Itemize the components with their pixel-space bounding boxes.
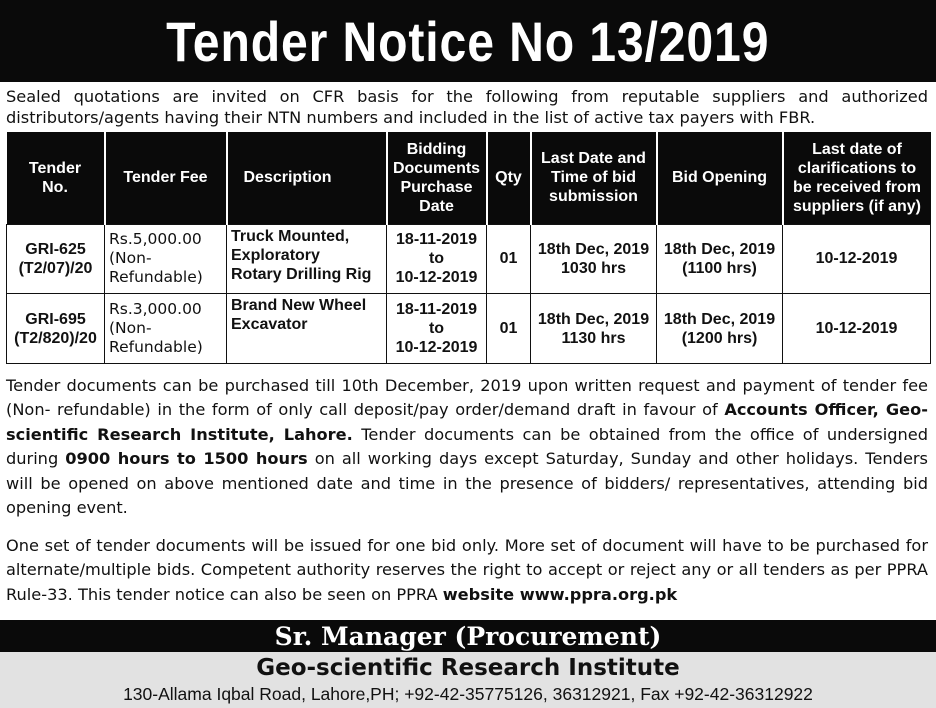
institute-name: Geo-scientific Research Institute [256, 655, 680, 681]
cell-qty: 01 [487, 224, 531, 294]
cell-tender-no: GRI-625 (T2/07)/20 [7, 224, 105, 294]
intro-paragraph: Sealed quotations are invited on CFR basis for the following from reputable suppliers and authorized distributors/agents having their NTN numbers and included in the list of active tax payers with FBR. [6, 87, 928, 127]
table-header-row [7, 132, 931, 224]
header-bidding-docs: Bidding Documents Purchase Date [387, 132, 487, 224]
cell-clarification: 10-12-2019 [783, 294, 931, 364]
accounts-officer: Accounts Officer, Geo-scientific Research Institute, Lahore. [6, 400, 929, 444]
cell-bid-opening: 18th Dec, 2019 (1200 hrs) [657, 294, 783, 364]
cell-last-date: 18th Dec, 2019 1030 hrs [531, 224, 657, 294]
cell-description: Brand New Wheel Excavator [227, 294, 387, 364]
header-description: Description [227, 132, 387, 224]
cell-qty: 01 [487, 294, 531, 364]
cell-last-date: 18th Dec, 2019 1130 hrs [531, 294, 657, 364]
cell-fee: Rs.5,000.00 (Non- Refundable) [105, 224, 227, 294]
header-tender-fee: Tender Fee [105, 132, 227, 224]
cell-description: Truck Mounted, Exploratory Rotary Drilling Rig [227, 224, 387, 294]
table-row [7, 294, 931, 364]
table-row [7, 224, 931, 294]
signatory-banner [0, 620, 936, 652]
purchase-instructions: Tender documents can be purchased till 10th December, 2019 upon written request and payment of tender fee (Non- refundable) in the form of only call deposit/pay order/demand draft in favour of Accounts Officer, Geo-scientific Research Institute, Lahore. Tender documents can be obtained from the office of undersigned during 0900 hours to 1500 hours on all working days except Saturday, Sunday and other holidays. Tenders will be opened on above mentioned date and time in the presence of bidders/ representatives, attending bid opening event. [6, 376, 929, 518]
contact-address: 130-Allama Iqbal Road, Lahore,PH; +92-42-35775126, 36312921, Fax +92-42-36312922 [123, 684, 813, 704]
header-tender-no: Tender No. [7, 132, 105, 224]
cell-fee: Rs.3,000.00 (Non- Refundable) [105, 294, 227, 364]
cell-purchase-date: 18-11-2019 to 10-12-2019 [387, 294, 487, 364]
office-hours: 0900 hours to 1500 hours [65, 449, 308, 469]
cell-tender-no: GRI-695 (T2/820)/20 [7, 294, 105, 364]
cell-clarification: 10-12-2019 [783, 224, 931, 294]
title-banner [0, 0, 936, 82]
notice-title: Tender Notice No 13/2019 [166, 9, 770, 73]
header-clarifications: Last date of clarifications to be received from suppliers (if any) [783, 132, 931, 224]
tender-table [6, 132, 931, 364]
terms-paragraph: One set of tender documents will be issued for one bid only. More set of document will have to be purchased for alternate/multiple bids. Competent authority reserves the right to accept or reject any or all tenders as per PPRA Rule-33. This tender notice can also be seen on PPRA website www.ppra.org.pk [6, 536, 928, 604]
header-last-date: Last Date and Time of bid submission [531, 132, 657, 224]
header-qty: Qty [487, 132, 531, 224]
website-link[interactable]: website www.ppra.org.pk [442, 584, 678, 604]
cell-bid-opening: 18th Dec, 2019 (1100 hrs) [657, 224, 783, 294]
footer [0, 652, 936, 708]
header-bid-opening: Bid Opening [657, 132, 783, 224]
cell-purchase-date: 18-11-2019 to 10-12-2019 [387, 224, 487, 294]
signatory-title: Sr. Manager (Procurement) [274, 621, 662, 651]
